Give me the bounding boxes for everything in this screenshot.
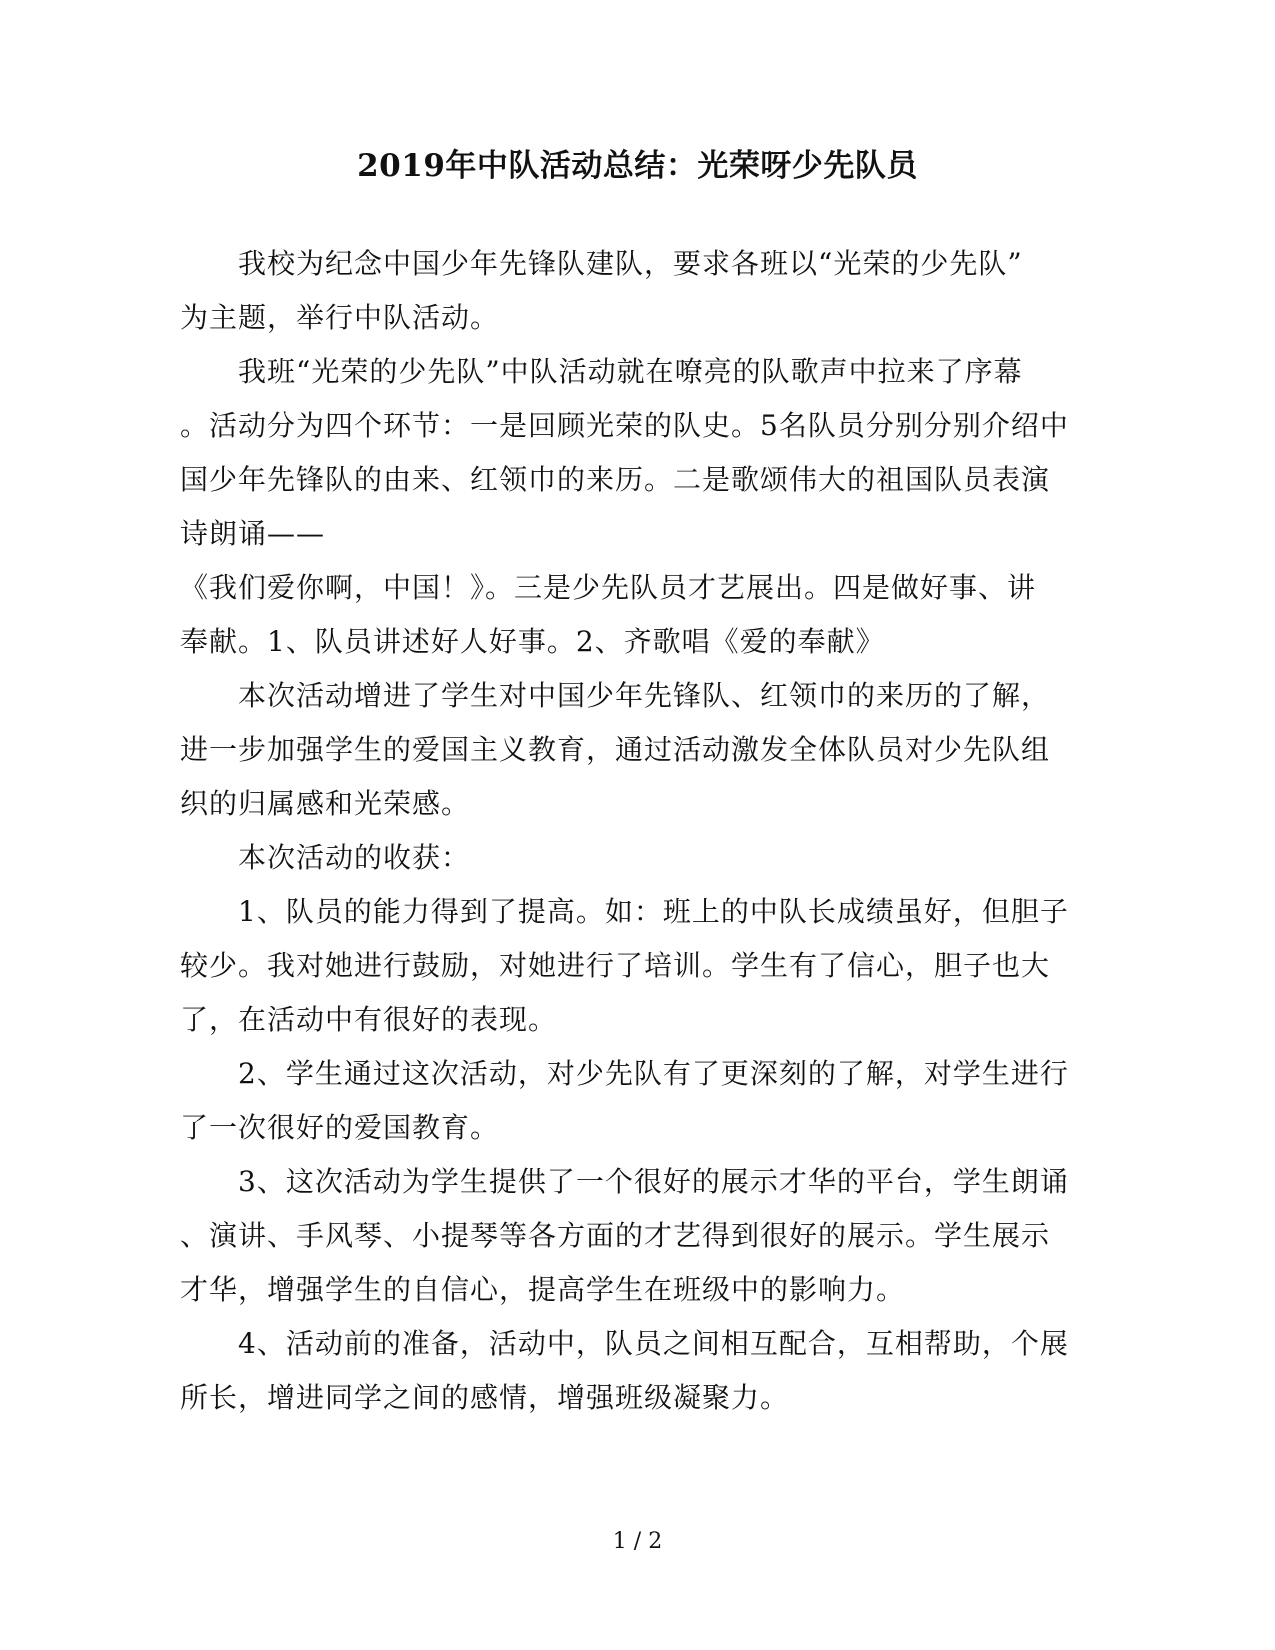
body-line: 《我们爱你啊，中国！》。三是少先队员才艺展出。四是做好事、讲 [180,571,1037,604]
body-line: 。活动分为四个环节：一是回顾光荣的队史。5名队员分别分别介绍中 [180,409,1069,442]
body-line: 4、活动前的准备，活动中，队员之间相互配合，互相帮助，个展 [238,1327,1069,1360]
body-line: 了一次很好的爱国教育。 [180,1111,500,1144]
body-line: 织的归属感和光荣感。 [180,787,471,820]
body-line: 了，在活动中有很好的表现。 [180,1003,558,1036]
page-number: 1 / 2 [612,1529,663,1554]
body-line: 2、学生通过这次活动，对少先队有了更深刻的了解，对学生进行 [238,1057,1069,1090]
body-line: 诗朗诵—— [180,517,326,550]
body-line: 1、队员的能力得到了提高。如：班上的中队长成绩虽好，但胆子 [238,895,1069,928]
body-line: 所长，增进同学之间的感情，增强班级凝聚力。 [180,1381,790,1414]
body-line: 才华，增强学生的自信心，提高学生在班级中的影响力。 [180,1273,906,1306]
body-line: 较少。我对她进行鼓励，对她进行了培训。学生有了信心，胆子也大 [180,949,1051,982]
body-line: 本次活动的收获： [238,841,471,874]
body-line: 3、这次活动为学生提供了一个很好的展示才华的平台，学生朗诵 [238,1165,1069,1198]
body-line: 本次活动增进了学生对中国少年先锋队、红领巾的来历的了解， [238,679,1051,712]
body-line: 为主题，举行中队活动。 [180,301,500,334]
body-line: 、演讲、手风琴、小提琴等各方面的才艺得到很好的展示。学生展示 [180,1219,1051,1252]
body-line: 进一步加强学生的爱国主义教育，通过活动激发全体队员对少先队组 [180,733,1051,766]
body-line: 我校为纪念中国少年先锋队建队，要求各班以“光荣的少先队” [238,247,1023,280]
page-title: 2019年中队活动总结：光荣呀少先队员 [357,148,918,184]
body-line: 奉献。1、队员讲述好人好事。2、齐歌唱《爱的奉献》 [180,625,885,658]
body-line: 我班“光荣的少先队”中队活动就在嘹亮的队歌声中拉来了序幕 [238,355,1023,388]
body-line: 国少年先锋队的由来、红领巾的来历。二是歌颂伟大的祖国队员表演 [180,463,1051,496]
